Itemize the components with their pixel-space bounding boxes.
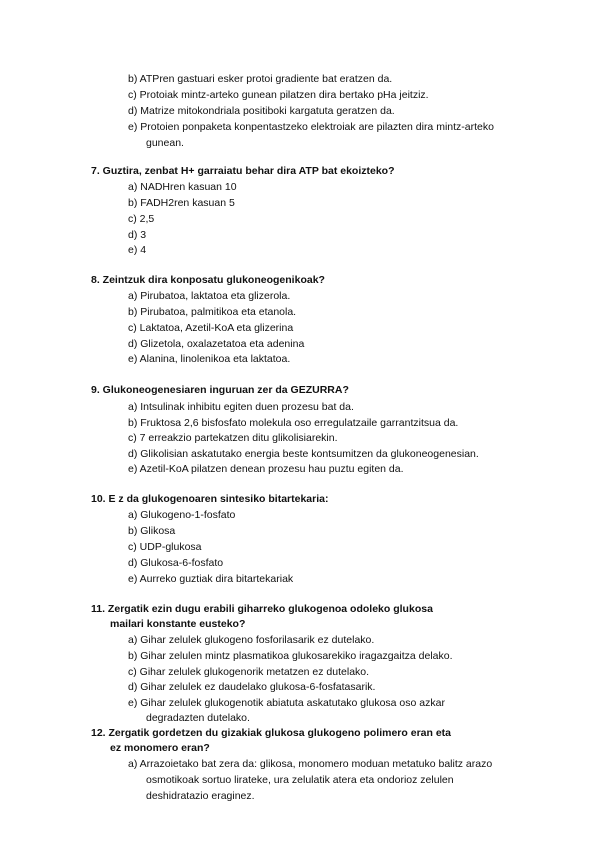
q6-option-e: e) Protoien ponpaketa konpentastzeko elektroiak are pilazten dira mintz-arteko: [128, 121, 494, 133]
q7-option-a: a) NADHren kasuan 10: [128, 181, 237, 193]
q7-option-d: d) 3: [128, 229, 147, 241]
q9-title: 9. Glukoneogenesiaren inguruan zer da GEZURRA?: [91, 384, 349, 396]
q8-option-a: a) Pirubatoa, laktatoa eta glizerola.: [128, 290, 291, 302]
q12-option-a-cont-2: deshidratazio eraginez.: [146, 790, 255, 802]
q12-option-a-cont-1: osmotikoak sortuo lirateke, ura zelulatik atera eta ondorioz zelulen: [146, 774, 454, 786]
q10-option-e: e) Aurreko guztiak dira bitartekariak: [128, 573, 294, 585]
q12-option-a: a) Arrazoietako bat zera da: glikosa, monomero moduan metatuko balitz arazo: [128, 758, 493, 770]
q10-option-b: b) Glikosa: [128, 525, 176, 537]
q10-option-a: a) Glukogeno-1-fosfato: [128, 509, 236, 521]
q6-option-d: d) Matrize mitokondriala positiboki kargatuta geratzen da.: [128, 105, 395, 117]
q11-title-cont: mailari konstante eusteko?: [110, 618, 246, 630]
q8-option-c: c) Laktatoa, Azetil-KoA eta glizerina: [128, 322, 294, 334]
q8-title: 8. Zeintzuk dira konposatu glukoneogenikoak?: [91, 274, 325, 286]
q10-option-c: c) UDP-glukosa: [128, 541, 202, 553]
q11-option-e: e) Gihar zelulek glukogenotik abiatuta askatutako glukosa oso azkar: [128, 697, 445, 709]
q10-title: 10. E z da glukogenoaren sintesiko bitartekaria:: [91, 493, 329, 505]
q9-option-e: e) Azetil-KoA pilatzen denean prozesu hau puztu egiten da.: [128, 463, 404, 475]
q11-option-d: d) Gihar zelulek ez daudelako glukosa-6-fosfatasarik.: [128, 681, 376, 693]
q6-option-e-cont: gunean.: [146, 137, 184, 149]
q8-option-e: e) Alanina, linolenikoa eta laktatoa.: [128, 353, 291, 365]
q9-option-c: c) 7 erreakzio partekatzen ditu glikolisiarekin.: [128, 432, 338, 444]
q7-title: 7. Guztira, zenbat H+ garraiatu behar dira ATP bat ekoizteko?: [91, 165, 395, 177]
q7-option-b: b) FADH2ren kasuan 5: [128, 197, 235, 209]
q9-option-a: a) Intsulinak inhibitu egiten duen prozesu bat da.: [128, 401, 354, 413]
q6-option-b: b) ATPren gastuari esker protoi gradiente bat eratzen da.: [128, 73, 393, 85]
q11-option-b: b) Gihar zelulen mintz plasmatikoa glukosarekiko iragazgaitza delako.: [128, 650, 453, 662]
q7-option-c: c) 2,5: [128, 213, 155, 225]
q10-option-d: d) Glukosa-6-fosfato: [128, 557, 224, 569]
q6-option-c: c) Protoiak mintz-arteko gunean pilatzen dira bertako pHa jeitziz.: [128, 89, 429, 101]
q9-option-b: b) Fruktosa 2,6 bisfosfato molekula oso erregulatzaile garrantzitsua da.: [128, 417, 459, 429]
q9-option-d: d) Glikolisian askatutako energia beste kontsumitzen da glukoneogenesian.: [128, 448, 479, 460]
q11-title: 11. Zergatik ezin dugu erabili giharreko glukogenoa odoleko glukosa: [91, 603, 433, 615]
q11-option-e-cont: degradazten dutelako.: [146, 712, 250, 724]
q7-option-e: e) 4: [128, 244, 147, 256]
q11-option-c: c) Gihar zelulek glukogenorik metatzen ez dutelako.: [128, 666, 370, 678]
q8-option-d: d) Glizetola, oxalazetatoa eta adenina: [128, 338, 305, 350]
q12-title-cont: ez monomero eran?: [110, 742, 210, 754]
q12-title: 12. Zergatik gordetzen du gizakiak glukosa glukogeno polimero eran eta: [91, 727, 451, 739]
q8-option-b: b) Pirubatoa, palmitikoa eta etanola.: [128, 306, 297, 318]
q11-option-a: a) Gihar zelulek glukogeno fosforilasarik ez dutelako.: [128, 634, 375, 646]
